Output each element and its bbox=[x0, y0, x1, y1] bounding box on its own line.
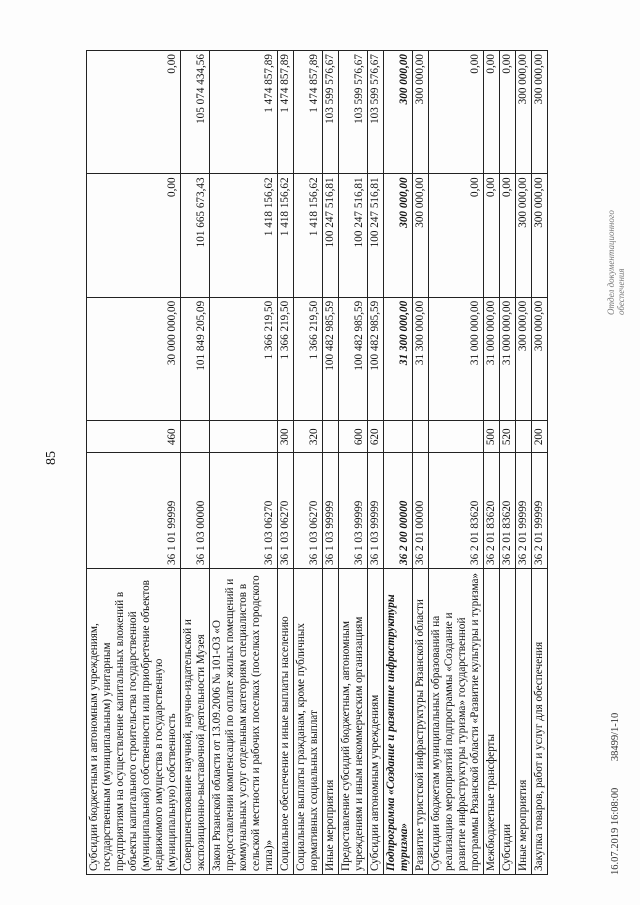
stamp-line-1: Отдел документационного bbox=[606, 210, 616, 315]
row-expense-type-cell: 600 bbox=[339, 421, 368, 453]
row-amount-2021-cell: 0,00 bbox=[484, 51, 500, 174]
table-row bbox=[500, 51, 516, 875]
row-expense-type-cell: 520 bbox=[500, 421, 516, 453]
row-amount-2021-cell: 1 474 857,89 bbox=[294, 51, 323, 174]
row-amount-2020-cell: 300 000,00 bbox=[413, 174, 429, 297]
row-expense-type-cell: 300 bbox=[278, 421, 294, 453]
row-amount-2021-cell: 1 474 857,89 bbox=[278, 51, 294, 174]
row-expense-type-cell: 500 bbox=[484, 421, 500, 453]
row-amount-2021-cell: 0,00 bbox=[500, 51, 516, 174]
row-name-cell: Субсидии бюджетным и автономным учреждениям, государственным (муниципальным) унитарным предприятиям на осуществление капитальных вложений в объекты капитального строительства государственной (муниципальной) собственности или приобретение объектов недвижимого имущества в государственную (муниципальную) собственность bbox=[87, 568, 181, 874]
row-amount-2020-cell: 100 247 516,81 bbox=[323, 174, 339, 297]
row-amount-2020-cell: 300 000,00 bbox=[532, 174, 548, 297]
row-amount-2020-cell: 300 000,00 bbox=[384, 174, 413, 297]
row-amount-2020-cell: 0,00 bbox=[484, 174, 500, 297]
row-amount-2021-cell: 1 474 857,89 bbox=[210, 51, 278, 174]
row-name-cell: Совершенствование научной, научно-издательской и экспозиционно-выставочной деятельности Музея bbox=[181, 568, 210, 874]
row-amount-2019-cell: 31 000 000,00 bbox=[500, 297, 516, 420]
table-row bbox=[384, 51, 413, 875]
row-amount-2021-cell: 300 000,00 bbox=[384, 51, 413, 174]
row-expense-type-cell: 320 bbox=[294, 421, 323, 453]
row-amount-2020-cell: 300 000,00 bbox=[516, 174, 532, 297]
row-amount-2021-cell: 103 599 576,67 bbox=[368, 51, 384, 174]
row-amount-2019-cell: 31 300 000,00 bbox=[384, 297, 413, 420]
row-name-cell: Субсидии автономным учреждениям bbox=[368, 568, 384, 874]
row-amount-2021-cell: 300 000,00 bbox=[516, 51, 532, 174]
row-name-cell: Иные мероприятия bbox=[516, 568, 532, 874]
row-amount-2021-cell: 0,00 bbox=[87, 51, 181, 174]
row-name-cell: Закупка товаров, работ и услуг для обеспечения bbox=[532, 568, 548, 874]
row-amount-2020-cell: 100 247 516,81 bbox=[339, 174, 368, 297]
row-code-cell: 36 1 03 99999 bbox=[368, 453, 384, 569]
row-amount-2021-cell: 103 599 576,67 bbox=[323, 51, 339, 174]
footer-timestamp: 16.07.2019 16:08:00 bbox=[610, 787, 621, 875]
stamp-line-2: обеспечения bbox=[616, 268, 626, 315]
row-amount-2020-cell: 101 665 673,43 bbox=[181, 174, 210, 297]
row-expense-type-cell bbox=[323, 421, 339, 453]
row-name-cell: Субсидии бюджетам муниципальных образований на реализацию мероприятий подпрограммы «Создание и развитие инфраструктуры туризма» государственной программы Рязанской области «Развитие культуры и туризма» bbox=[429, 568, 484, 874]
row-name-cell: Субсидии bbox=[500, 568, 516, 874]
row-name-cell: Закон Рязанской области от 13.09.2006 № 101-ОЗ «О предоставлении компенсаций по оплате жилых помещений и коммунальных услуг отдельным категориям специалистов в сельской местности и рабочих поселках (поселках городского типа)» bbox=[210, 568, 278, 874]
row-amount-2020-cell: 1 418 156,62 bbox=[294, 174, 323, 297]
row-code-cell: 36 2 01 83620 bbox=[484, 453, 500, 569]
row-name-cell: Предоставление субсидий бюджетным, автономным учреждениям и иным некоммерческим организациям bbox=[339, 568, 368, 874]
row-amount-2019-cell: 1 366 219,50 bbox=[294, 297, 323, 420]
row-code-cell: 36 1 03 99999 bbox=[339, 453, 368, 569]
footer bbox=[610, 689, 621, 875]
table-row bbox=[294, 51, 323, 875]
row-expense-type-cell: 200 bbox=[532, 421, 548, 453]
table-row bbox=[210, 51, 278, 875]
table-row bbox=[532, 51, 548, 875]
page-number: 85 bbox=[44, 451, 59, 465]
table-row bbox=[339, 51, 368, 875]
row-name-cell: Социальное обеспечение и иные выплаты населению bbox=[278, 568, 294, 874]
table-row bbox=[516, 51, 532, 875]
row-expense-type-cell bbox=[413, 421, 429, 453]
row-amount-2019-cell: 300 000,00 bbox=[532, 297, 548, 420]
row-code-cell: 36 2 01 83620 bbox=[500, 453, 516, 569]
department-stamp bbox=[606, 210, 626, 315]
row-expense-type-cell bbox=[210, 421, 278, 453]
row-code-cell: 36 1 03 06270 bbox=[210, 453, 278, 569]
row-amount-2020-cell: 1 418 156,62 bbox=[210, 174, 278, 297]
row-expense-type-cell bbox=[516, 421, 532, 453]
row-amount-2019-cell: 100 482 985,59 bbox=[323, 297, 339, 420]
row-name-cell: Подпрограмма «Создание и развитие инфраструктуры туризма» bbox=[384, 568, 413, 874]
budget-table bbox=[86, 50, 548, 875]
table-row bbox=[181, 51, 210, 875]
row-amount-2019-cell: 31 000 000,00 bbox=[429, 297, 484, 420]
table-row bbox=[484, 51, 500, 875]
row-amount-2019-cell: 100 482 985,59 bbox=[339, 297, 368, 420]
row-code-cell: 36 1 01 99999 bbox=[87, 453, 181, 569]
row-expense-type-cell bbox=[384, 421, 413, 453]
row-code-cell: 36 2 01 99999 bbox=[532, 453, 548, 569]
row-code-cell: 36 2 01 83620 bbox=[429, 453, 484, 569]
row-amount-2020-cell: 0,00 bbox=[429, 174, 484, 297]
row-amount-2020-cell: 100 247 516,81 bbox=[368, 174, 384, 297]
table-row bbox=[413, 51, 429, 875]
row-amount-2021-cell: 300 000,00 bbox=[413, 51, 429, 174]
table-row bbox=[368, 51, 384, 875]
row-code-cell: 36 2 01 99999 bbox=[516, 453, 532, 569]
row-amount-2019-cell: 101 849 205,09 bbox=[181, 297, 210, 420]
row-name-cell: Социальные выплаты гражданам, кроме публичных нормативных социальных выплат bbox=[294, 568, 323, 874]
row-code-cell: 36 2 00 00000 bbox=[384, 453, 413, 569]
row-code-cell: 36 2 01 00000 bbox=[413, 453, 429, 569]
row-expense-type-cell bbox=[429, 421, 484, 453]
row-name-cell: Межбюджетные трансферты bbox=[484, 568, 500, 874]
row-amount-2020-cell: 0,00 bbox=[87, 174, 181, 297]
row-amount-2020-cell: 0,00 bbox=[500, 174, 516, 297]
row-name-cell: Развитие туристской инфраструктуры Рязанской области bbox=[413, 568, 429, 874]
row-code-cell: 36 1 03 06270 bbox=[278, 453, 294, 569]
row-expense-type-cell: 620 bbox=[368, 421, 384, 453]
row-amount-2019-cell: 1 366 219,50 bbox=[210, 297, 278, 420]
row-amount-2021-cell: 105 074 434,56 bbox=[181, 51, 210, 174]
row-amount-2019-cell: 31 000 000,00 bbox=[484, 297, 500, 420]
row-expense-type-cell bbox=[181, 421, 210, 453]
table-row bbox=[278, 51, 294, 875]
row-amount-2019-cell: 31 300 000,00 bbox=[413, 297, 429, 420]
table-row bbox=[87, 51, 181, 875]
row-amount-2019-cell: 100 482 985,59 bbox=[368, 297, 384, 420]
row-amount-2021-cell: 103 599 576,67 bbox=[339, 51, 368, 174]
footer-doc-code: 38499/1-10 bbox=[610, 712, 621, 762]
row-amount-2019-cell: 300 000,00 bbox=[516, 297, 532, 420]
row-amount-2020-cell: 1 418 156,62 bbox=[278, 174, 294, 297]
row-amount-2019-cell: 1 366 219,50 bbox=[278, 297, 294, 420]
row-code-cell: 36 1 03 00000 bbox=[181, 453, 210, 569]
table-row bbox=[429, 51, 484, 875]
row-amount-2021-cell: 0,00 bbox=[429, 51, 484, 174]
row-amount-2021-cell: 300 000,00 bbox=[532, 51, 548, 174]
row-code-cell: 36 1 03 06270 bbox=[294, 453, 323, 569]
row-name-cell: Иные мероприятия bbox=[323, 568, 339, 874]
row-code-cell: 36 1 03 99999 bbox=[323, 453, 339, 569]
row-amount-2019-cell: 30 000 000,00 bbox=[87, 297, 181, 420]
row-expense-type-cell: 460 bbox=[87, 421, 181, 453]
table-row bbox=[323, 51, 339, 875]
